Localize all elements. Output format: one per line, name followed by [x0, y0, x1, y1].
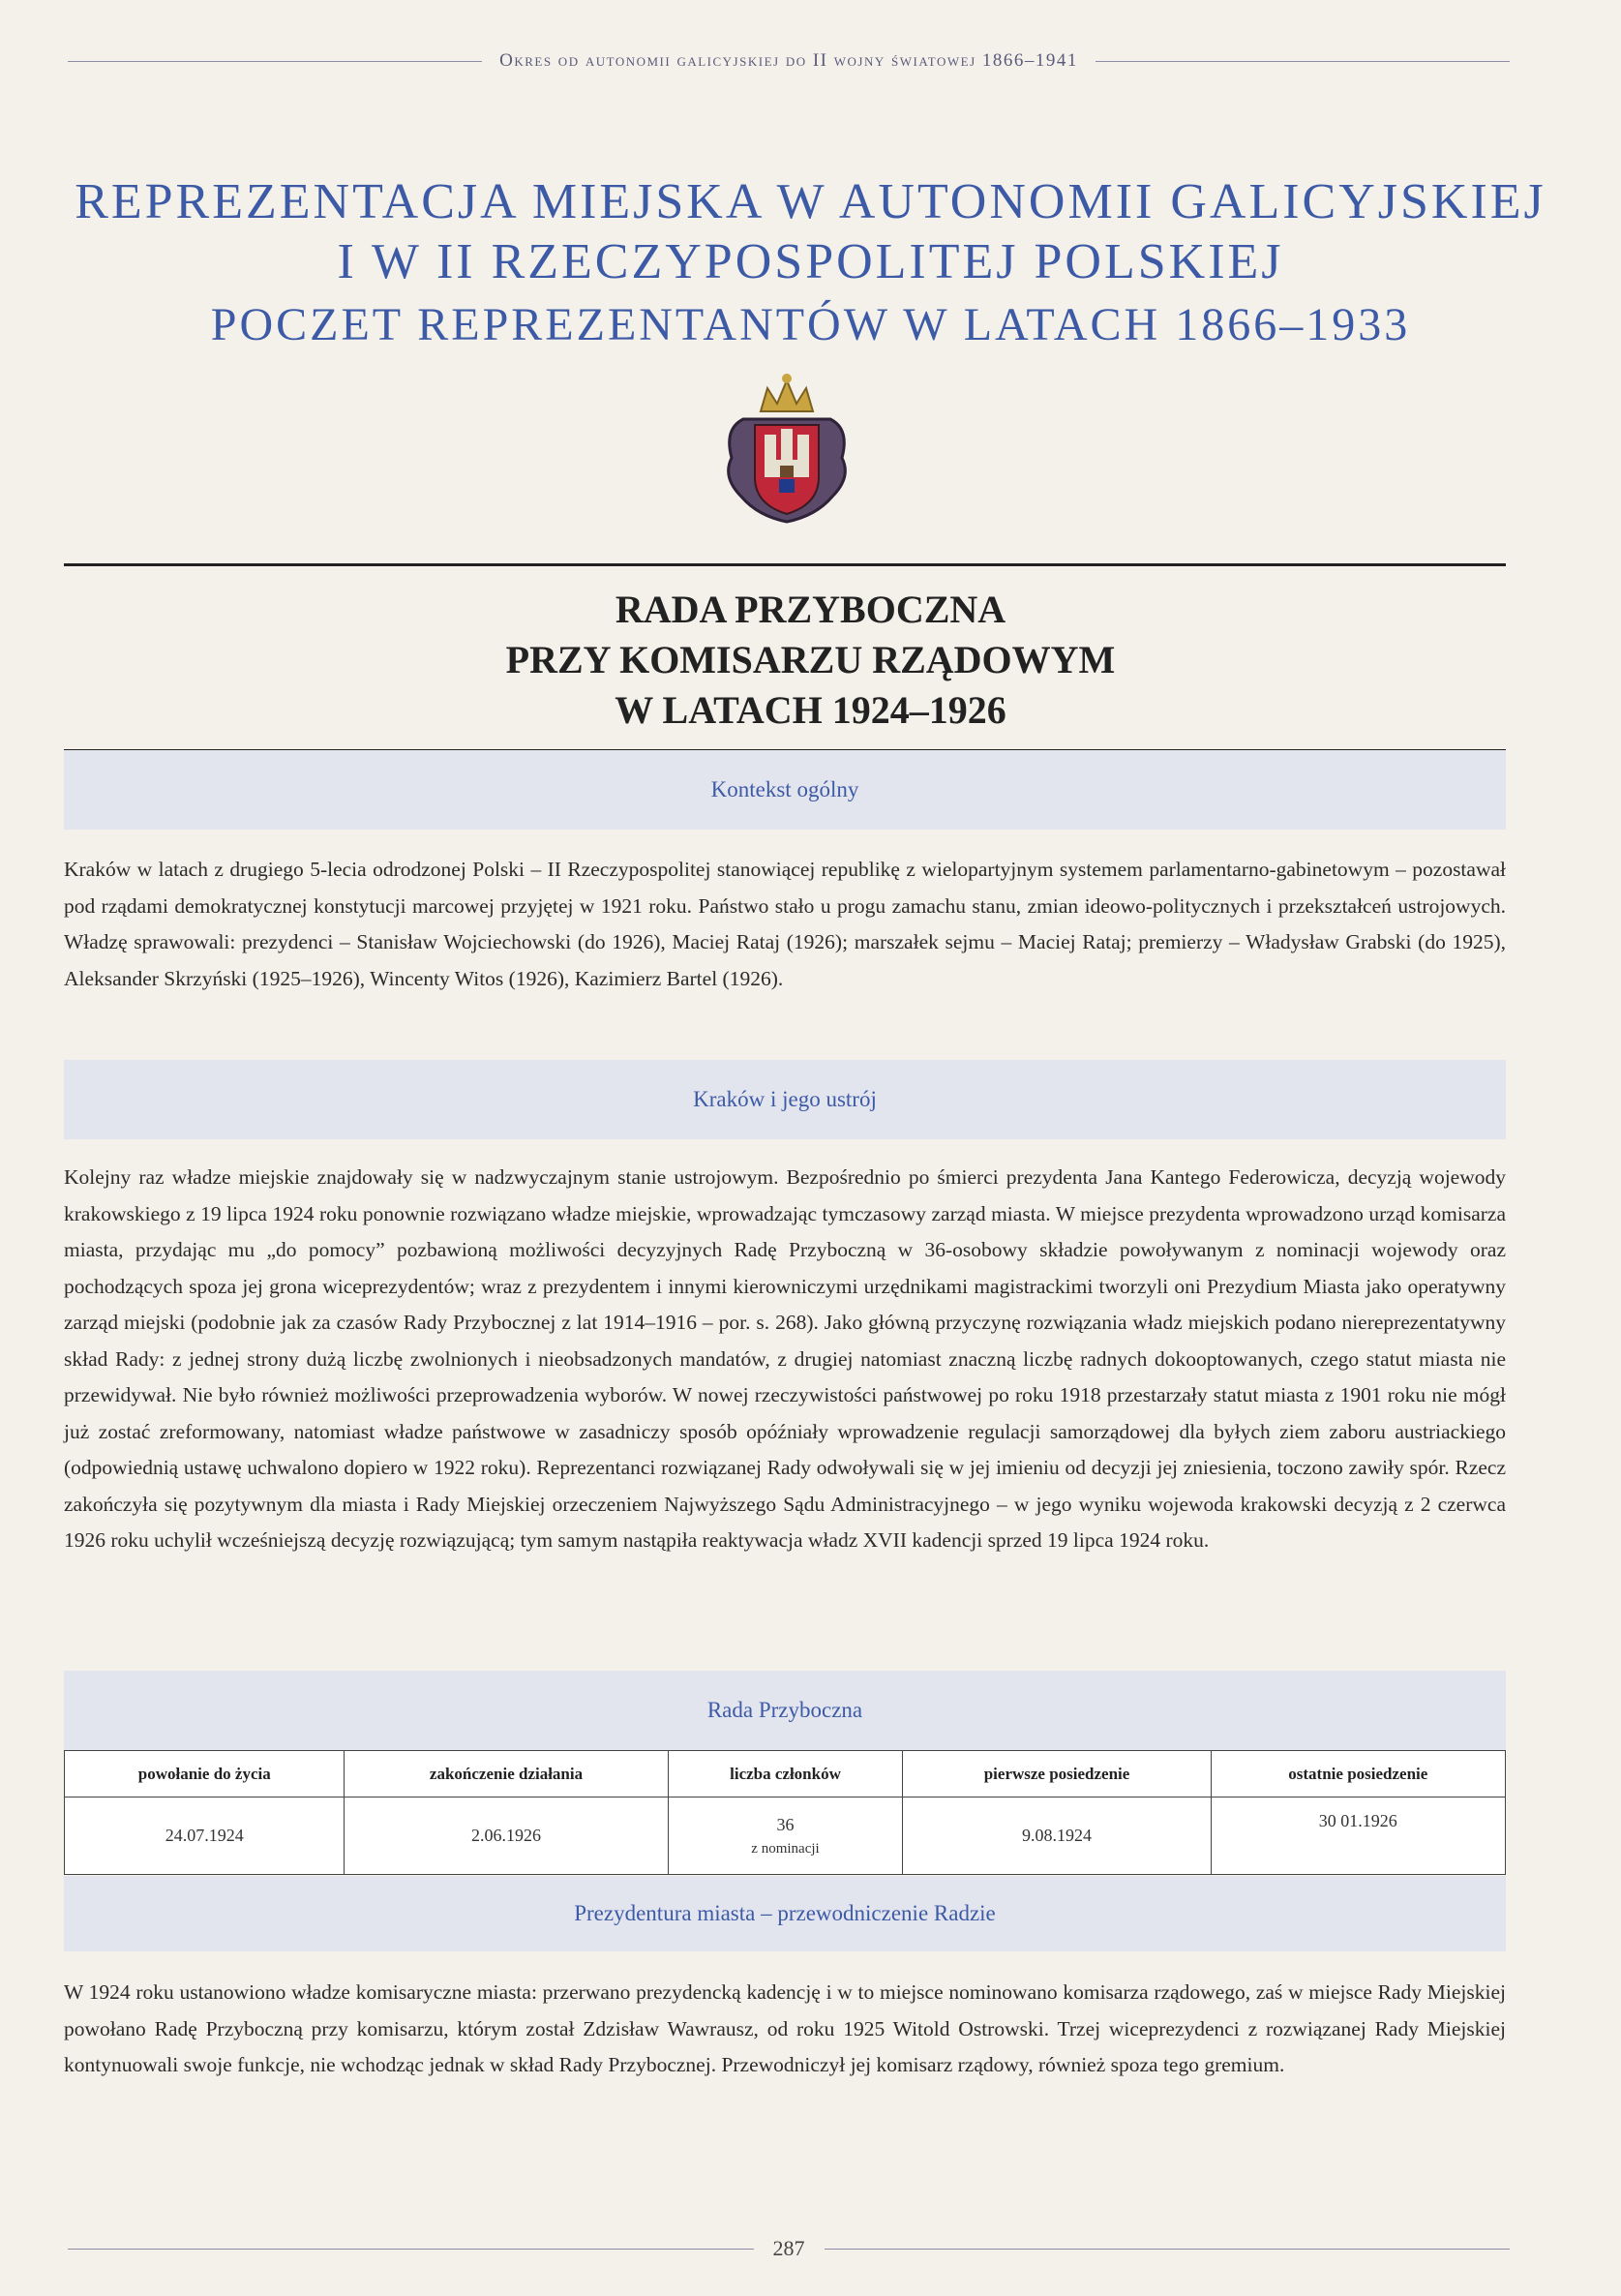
cell-ostatnie: 30 01.1926: [1211, 1798, 1505, 1875]
subheading-bar-rada: [64, 1671, 1506, 1750]
section-heading-line-3: W LATACH 1924–1926: [615, 688, 1006, 732]
rada-table: [64, 1750, 1506, 1875]
subheading-ustroj: Kraków i jego ustrój: [693, 1087, 877, 1111]
paragraph-prezydentura: W 1924 roku ustanowiono władze komisaryczne miasta: przerwano prezydencką kadencję i w to miejsce nominowano komisarza rządowego, zaś w miejsce Rady Miejskiej powołano Radę Przyboczną przy komisarzu, którym został Zdzisław Wawrausz, od roku 1925 Witold Ostrowski. Trzej wiceprezydenci z rozwiązanej Rady Miejskiej kontynuowali swoje funkcje, nie wchodząc jednak w skład Rady Przybocznej. Przewodniczył jej komisarz rządowy, również spoza tego gremium.: [64, 1980, 1506, 2076]
main-title-line-1: REPREZENTACJA MIEJSKA W AUTONOMII GALICYJSKIEJ: [75, 174, 1546, 229]
subheading-rada: Rada Przyboczna: [706, 1698, 863, 1722]
main-title: [0, 172, 1621, 292]
running-header-title: Okres od autonomii galicyjskiej do II wojny światowej 1866–1941: [499, 50, 1078, 71]
footer-rule-right: [825, 2249, 1511, 2250]
footer-rule-left: [68, 2249, 754, 2250]
cell-liczba-value: 36: [776, 1814, 795, 1834]
section-heading-line-2: PRZY KOMISARZU RZĄDOWYM: [505, 638, 1116, 681]
table-header-row: [65, 1751, 1506, 1798]
heading-rule-top: [64, 563, 1506, 566]
paragraph-ustroj: Kolejny raz władze miejskie znajdowały się w nadzwyczajnym stanie ustrojowym. Bezpośrednio po śmierci prezydenta Jana Kantego Federowicza, decyzją wojewody krakowskiego z 19 lipca 1924 roku ponownie rozwiązano władze miejskie, wprowadzając tymczasowy zarząd miasta. W miejsce prezydenta wprowadzono urząd komisarza miasta, przydając mu „do pomocy” pozbawioną możliwości decyzyjnych Radę Przyboczną w 36-osobowy składzie powoływanym z nominacji wojewody oraz pochodzących spoza jej grona wiceprezydentów; wraz z prezydentem i innymi kierowniczymi urzędnikami magistrackimi tworzyli oni Prezydium Miasta jako operatywny zarząd miejski (podobnie jak za czasów Rady Przybocznej z lat 1914–1916 – por. s. 268). Jako główną przyczynę rozwiązania władz miejskich podano niereprezentatywny skład Rady: z jednej strony dużą liczbę zwolnionych i nieobsadzonych mandatów, z drugiej natomiast znaczną liczbę radnych dokooptowanych, czego statut miasta nie przewidywał. Nie było również możliwości przeprowadzenia wyborów. W nowej rzeczywistości państwowej po roku 1918 przestarzały statut miasta z 1901 roku nie mógł już zostać zreformowany, natomiast władze państwowe w zasadniczy sposób opóźniały wprowadzenie regulacji samorządowej dla byłych ziem zaboru austriackiego (odpowiednią ustawę uchwalono dopiero w 1922 roku). Reprezentanci rozwiązanej Rady odwoływali się w jej imieniu od decyzji jej zniesienia, toczono zawiły spór. Rzecz zakończyła się pozytywnym dla miasta i Rady Miejskiej orzeczeniem Najwyższego Sądu Administracyjnego – w jego wyniku wojewoda krakowski decyzją z 2 czerwca 1926 roku uchylił wcześniejszą decyzję rozwiązującą; tym samym nastąpiła reaktywacja władz XVII kadencji sprzed 19 lipca 1924 roku.: [64, 1165, 1506, 1552]
subheading-bar-ustroj: [64, 1060, 1506, 1139]
table-header-cell: pierwsze posiedzenie: [903, 1751, 1211, 1798]
section-heading-line-1: RADA PRZYBOCZNA: [615, 588, 1006, 631]
subheading-kontekst: Kontekst ogólny: [710, 777, 859, 801]
krakow-coat-of-arms-icon: [714, 371, 859, 526]
cell-pierwsze: 9.08.1924: [903, 1798, 1211, 1875]
main-subtitle: POCZET REPREZENTANTÓW W LATACH 1866–1933: [210, 299, 1411, 350]
table-header-cell: liczba członków: [668, 1751, 903, 1798]
header-rule-left: [68, 61, 482, 62]
cell-powolanie: 24.07.1924: [65, 1798, 345, 1875]
cell-zakonczenie: 2.06.1926: [345, 1798, 668, 1875]
table-header-cell: powołanie do życia: [65, 1751, 345, 1798]
table-header-cell: ostatnie posiedzenie: [1211, 1751, 1505, 1798]
subheading-bar-kontekst: [64, 750, 1506, 830]
subheading-prezydentura: Prezydentura miasta – przewodniczenie Radzie: [574, 1901, 996, 1925]
paragraph-kontekst: Kraków w latach z drugiego 5-lecia odrodzonej Polski – II Rzeczypospolitej stanowiącej republikę z wielopartyjnym systemem parlamentarno-gabinetowym – pozostawał pod rządami demokratycznej konstytucji marcowej przyjętej w 1921 roku. Państwo stało u progu zamachu stanu, zmian ideowo-politycznych i przekształceń ustrojowych. Władzę sprawowali: prezydenci – Stanisław Wojciechowski (do 1926), Maciej Rataj (1926); marszałek sejmu – Maciej Rataj; premierzy – Władysław Grabski (do 1925), Aleksander Skrzyński (1925–1926), Wincenty Witos (1926), Kazimierz Bartel (1926).: [64, 858, 1506, 990]
table-row: [65, 1798, 1506, 1875]
table-header-cell: zakończenie działania: [345, 1751, 668, 1798]
running-header: [68, 50, 1510, 72]
cell-liczba-note: z nominacji: [751, 1840, 820, 1857]
main-title-line-2: I W II RZECZYPOSPOLITEJ POLSKIEJ: [337, 234, 1284, 289]
subheading-bar-prezydentura: [64, 1876, 1506, 1951]
section-heading: [0, 585, 1621, 736]
page-footer: [68, 2236, 1510, 2261]
page-number: 287: [772, 2236, 805, 2260]
header-rule-right: [1096, 61, 1510, 62]
cell-liczba: [668, 1798, 903, 1875]
